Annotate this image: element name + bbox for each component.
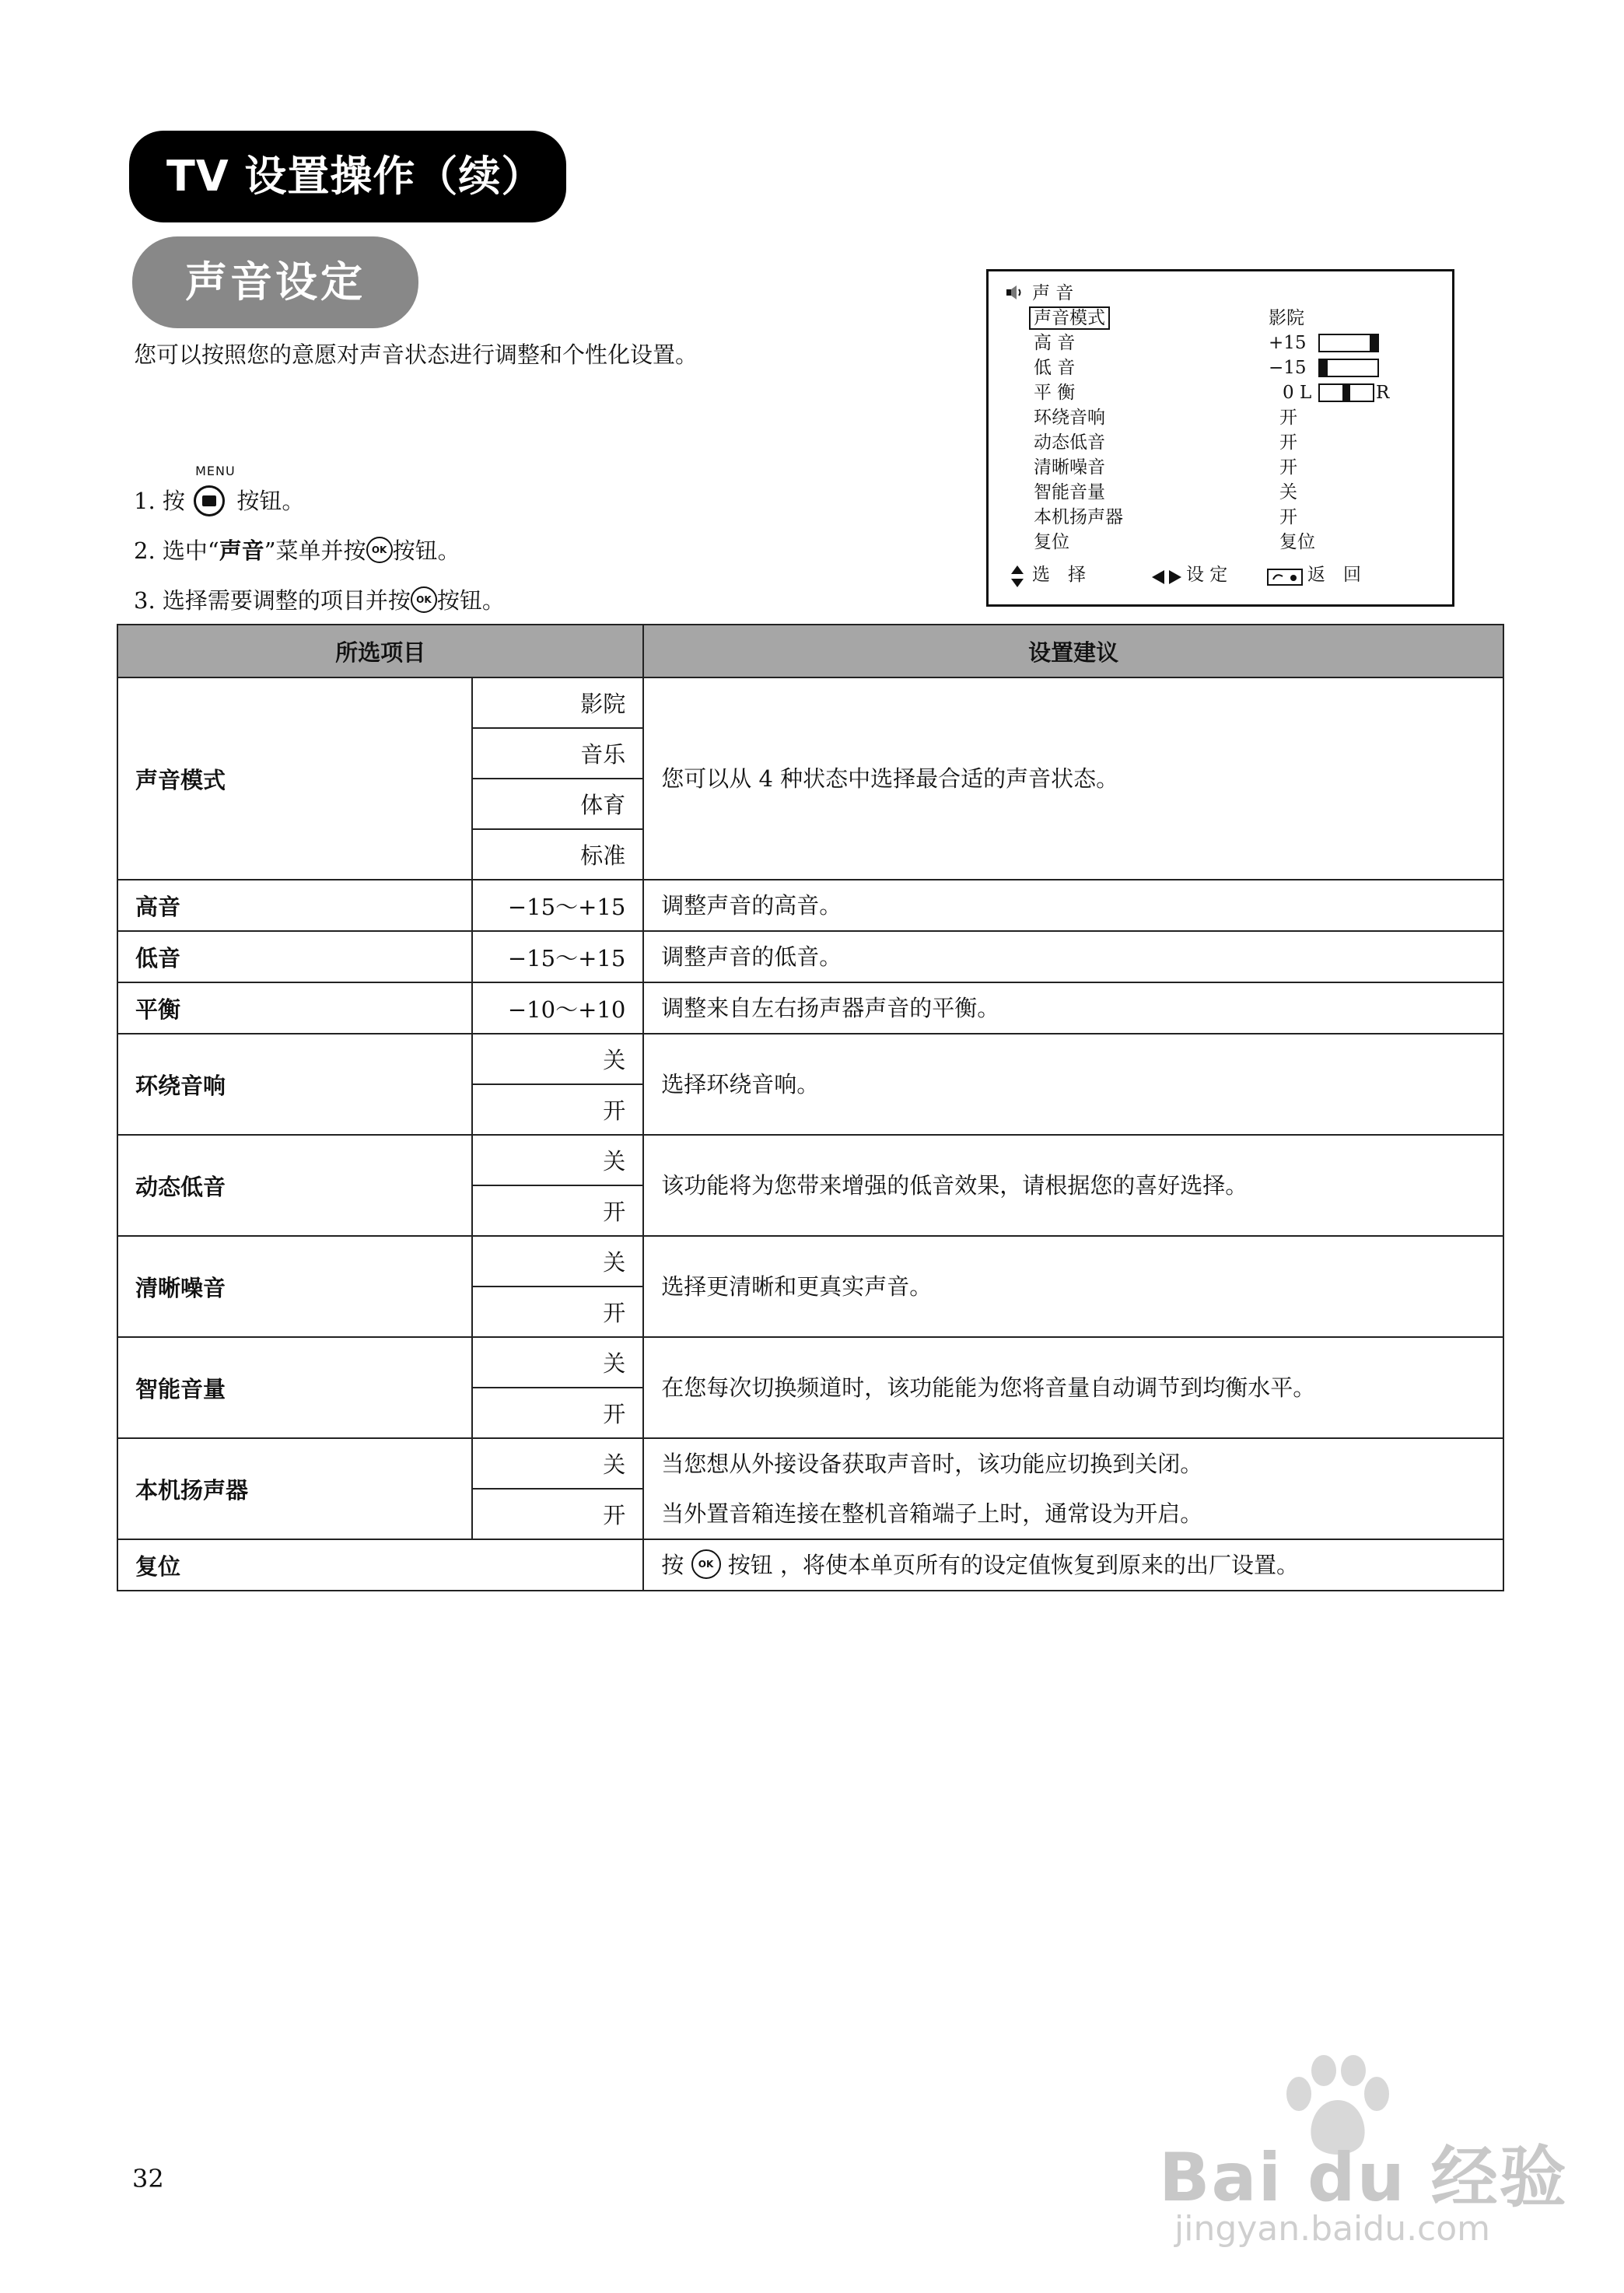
range-treble: −15～+15 bbox=[472, 880, 643, 931]
item-surround: 环绕音响 bbox=[117, 1034, 472, 1135]
table-row bbox=[117, 1539, 1503, 1591]
desc-clear-sound: 选择更清晰和更真实声音。 bbox=[643, 1236, 1503, 1337]
osd-title: 声 音 bbox=[1032, 283, 1074, 303]
item-speaker: 本机扬声器 bbox=[117, 1438, 472, 1539]
header-advice: 设置建议 bbox=[643, 625, 1503, 677]
desc-treble: 调整声音的高音。 bbox=[643, 880, 1503, 931]
desc-surround: 选择环绕音响。 bbox=[643, 1034, 1503, 1135]
osd-item-bass[interactable]: 低 音 bbox=[1034, 358, 1076, 378]
item-smart-volume: 智能音量 bbox=[117, 1337, 472, 1438]
desc-smart-volume: 在您每次切换频道时，该功能能为您将音量自动调节到均衡水平。 bbox=[643, 1337, 1503, 1438]
speaker-icon bbox=[1006, 284, 1026, 301]
table-row bbox=[117, 1034, 1503, 1084]
desc-reset: 按 OK 按钮 ，将使本单页所有的设定值恢复到原来的出厂设置。 bbox=[643, 1539, 1503, 1591]
osd-value-sound-mode: 影院 bbox=[1269, 308, 1304, 328]
item-clear-sound: 清晰噪音 bbox=[117, 1236, 472, 1337]
table-row bbox=[117, 880, 1503, 931]
option-cell: 开 bbox=[472, 1185, 643, 1236]
osd-treble-bar bbox=[1318, 334, 1379, 352]
osd-item-surround[interactable]: 环绕音响 bbox=[1034, 408, 1105, 428]
option-cell: 开 bbox=[472, 1084, 643, 1135]
desc-sound-mode: 您可以从 4 种状态中选择最合适的声音状态。 bbox=[643, 677, 1503, 880]
option-cell: 关 bbox=[472, 1135, 643, 1185]
osd-value-treble: +15 bbox=[1269, 333, 1307, 353]
osd-value-balance: 0 L bbox=[1283, 383, 1312, 403]
range-balance: −10～+10 bbox=[472, 982, 643, 1034]
option-cell: 开 bbox=[472, 1287, 643, 1337]
section-title: 声音设定 bbox=[132, 236, 418, 328]
step-3: 3. 选择需要调整的项目并按 OK 按钮。 bbox=[134, 587, 505, 614]
table-row bbox=[117, 1438, 1503, 1489]
desc-dynamic-bass: 该功能将为您带来增强的低音效果，请根据您的喜好选择。 bbox=[643, 1135, 1503, 1236]
page-number: 32 bbox=[132, 2164, 164, 2193]
osd-footer-back: 返 回 bbox=[1307, 565, 1361, 585]
option-cell: 开 bbox=[472, 1489, 643, 1539]
option-cell: 体育 bbox=[472, 779, 643, 829]
table-header-row bbox=[117, 625, 1503, 677]
osd-value-dynamic-bass: 开 bbox=[1279, 432, 1297, 453]
osd-value-reset: 复位 bbox=[1279, 532, 1315, 552]
option-cell: 开 bbox=[472, 1388, 643, 1438]
osd-item-balance[interactable]: 平 衡 bbox=[1034, 383, 1076, 403]
desc-speaker-off: 当您想从外接设备获取声音时，该功能应切换到关闭。 bbox=[643, 1438, 1503, 1489]
osd-item-dynamic-bass[interactable]: 动态低音 bbox=[1034, 432, 1105, 453]
osd-item-speaker[interactable]: 本机扬声器 bbox=[1034, 507, 1123, 527]
osd-balance-marker bbox=[1342, 385, 1350, 401]
osd-item-reset[interactable]: 复位 bbox=[1034, 532, 1069, 552]
step-1: 1. 按 MENU 按钮。 bbox=[134, 484, 304, 520]
item-dynamic-bass: 动态低音 bbox=[117, 1135, 472, 1236]
osd-value-speaker: 开 bbox=[1279, 507, 1297, 527]
left-right-arrow-icon bbox=[1152, 570, 1181, 584]
item-sound-mode: 声音模式 bbox=[117, 677, 472, 880]
intro-text: 您可以按照您的意愿对声音状态进行调整和个性化设置。 bbox=[134, 341, 698, 368]
osd-value-bass: −15 bbox=[1269, 358, 1307, 378]
desc-speaker-on: 当外置音箱连接在整机音箱端子上时，通常设为开启。 bbox=[643, 1489, 1503, 1539]
osd-sound-menu bbox=[986, 269, 1454, 607]
up-down-arrow-icon bbox=[1010, 565, 1024, 587]
option-cell: 标准 bbox=[472, 829, 643, 880]
osd-balance-bar bbox=[1318, 383, 1374, 402]
menu-button-icon: MENU bbox=[192, 485, 229, 520]
table-row bbox=[117, 931, 1503, 982]
item-treble: 高音 bbox=[117, 880, 472, 931]
watermark-url: jingyan.baidu.com bbox=[1174, 2209, 1491, 2249]
option-cell: 关 bbox=[472, 1236, 643, 1287]
option-cell: 关 bbox=[472, 1438, 643, 1489]
return-icon bbox=[1267, 569, 1303, 586]
osd-balance-right-label: R bbox=[1376, 383, 1390, 403]
watermark-text: Bai du 经验 bbox=[1159, 2139, 1568, 2217]
desc-balance: 调整来自左右扬声器声音的平衡。 bbox=[643, 982, 1503, 1034]
osd-footer-select: 选 择 bbox=[1032, 565, 1086, 585]
osd-footer-set: 设 定 bbox=[1186, 565, 1228, 585]
desc-bass: 调整声音的低音。 bbox=[643, 931, 1503, 982]
osd-item-sound-mode[interactable]: 声音模式 bbox=[1029, 306, 1110, 330]
ok-button-icon: OK bbox=[366, 537, 393, 563]
osd-item-clear-sound[interactable]: 清晰噪音 bbox=[1034, 457, 1105, 478]
osd-item-treble[interactable]: 高 音 bbox=[1034, 333, 1076, 353]
ok-button-icon: OK bbox=[691, 1549, 721, 1579]
option-cell: 影院 bbox=[472, 677, 643, 728]
osd-value-surround: 开 bbox=[1279, 408, 1297, 428]
osd-value-clear-sound: 开 bbox=[1279, 457, 1297, 478]
settings-table bbox=[117, 624, 1504, 1591]
option-cell: 音乐 bbox=[472, 728, 643, 779]
osd-bass-marker bbox=[1320, 360, 1328, 376]
range-bass: −15～+15 bbox=[472, 931, 643, 982]
table-row bbox=[117, 1135, 1503, 1185]
osd-treble-marker bbox=[1370, 335, 1377, 351]
table-row bbox=[117, 1236, 1503, 1287]
item-bass: 低音 bbox=[117, 931, 472, 982]
osd-value-smart-volume: 关 bbox=[1279, 482, 1297, 502]
page-title: TV 设置操作（续） bbox=[129, 131, 566, 222]
option-cell: 关 bbox=[472, 1034, 643, 1084]
table-row bbox=[117, 982, 1503, 1034]
osd-item-smart-volume[interactable]: 智能音量 bbox=[1034, 482, 1105, 502]
osd-bass-bar bbox=[1318, 359, 1379, 377]
header-item: 所选项目 bbox=[117, 625, 643, 677]
ok-button-icon: OK bbox=[411, 586, 437, 613]
option-cell: 关 bbox=[472, 1337, 643, 1388]
table-row bbox=[117, 677, 1503, 728]
item-balance: 平衡 bbox=[117, 982, 472, 1034]
step-2: 2. 选中“声音”菜单并按 OK 按钮。 bbox=[134, 537, 460, 564]
table-row bbox=[117, 1337, 1503, 1388]
item-reset: 复位 bbox=[117, 1539, 643, 1591]
